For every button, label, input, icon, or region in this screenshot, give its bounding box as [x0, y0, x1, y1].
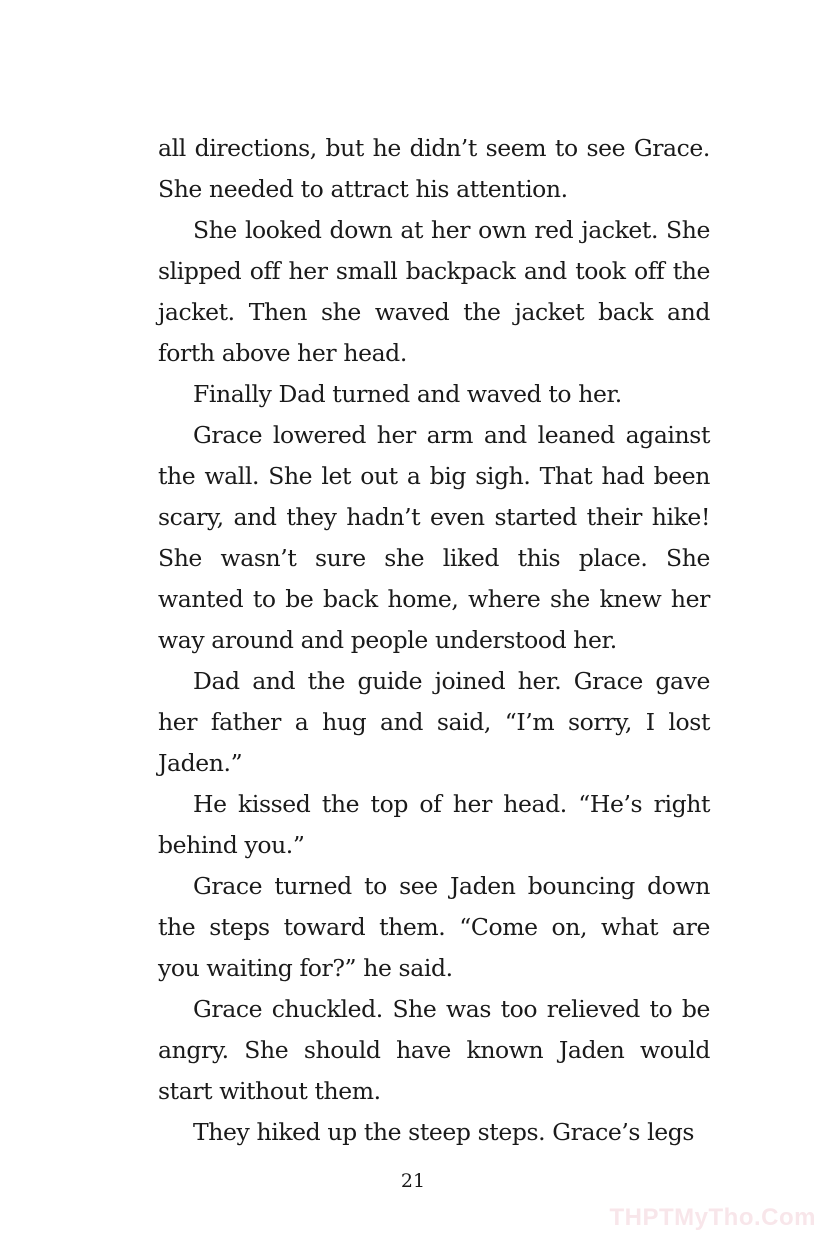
paragraph: Finally Dad turned and waved to her.: [193, 380, 622, 408]
page-body-text: [158, 128, 710, 1153]
watermark: THPTMyTho.Com: [609, 1204, 816, 1231]
paragraph: He kissed the top of her head. “He’s right behind you.”: [158, 790, 710, 859]
paragraph: Grace turned to see Jaden bouncing down the steps toward them. “Come on, what are you waiting for?” he said.: [158, 872, 710, 982]
paragraph-continued: all directions, but he didn’t seem to see Grace. She needed to attract his attention.: [158, 134, 710, 203]
paragraph: Grace lowered her arm and leaned against the wall. She let out a big sigh. That had been scary, and they hadn’t even started their hike! She wasn’t sure she liked this place. She wanted to be back home, where she knew her way around and people understood her.: [158, 421, 710, 654]
paragraph: Grace chuckled. She was too relieved to be angry. She should have known Jaden would start without them.: [158, 995, 710, 1105]
paragraph: She looked down at her own red jacket. She slipped off her small backpack and took off the jacket. Then she waved the jacket back and forth above her head.: [158, 216, 710, 367]
paragraph: Dad and the guide joined her. Grace gave her father a hug and said, “I’m sorry, I lost Jaden.”: [158, 667, 710, 777]
page-number: 21: [400, 1170, 426, 1192]
paragraph: They hiked up the steep steps. Grace’s legs: [193, 1118, 695, 1146]
